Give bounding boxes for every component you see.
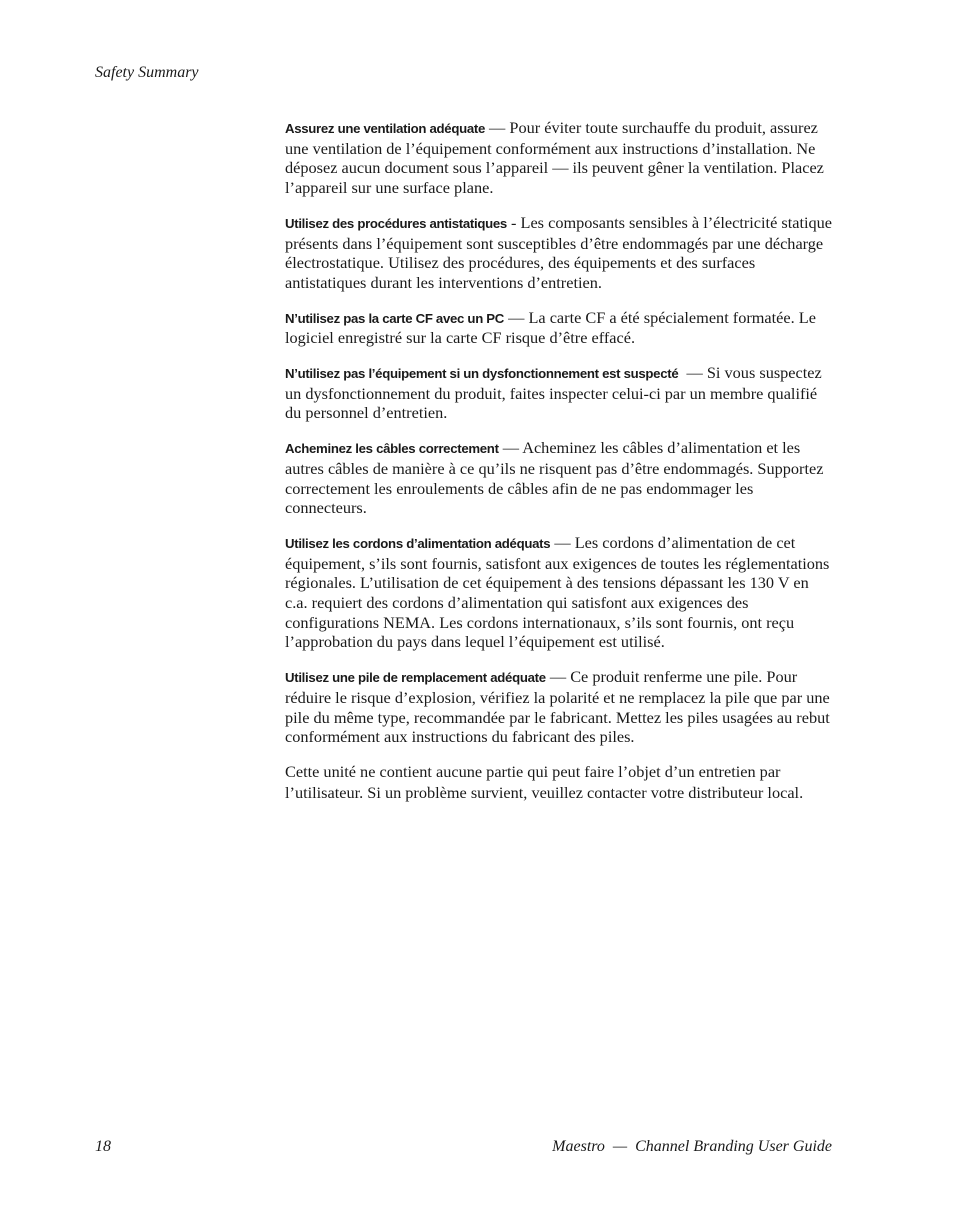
paragraph-lead-heading: Utilisez des procédures antistatiques [285, 215, 507, 231]
paragraph-body: Les composants sensibles à l’électricité statique présents dans l’équipement sont susceptibles d’être endommagés par une décharge électrostatique. Utilisez des procédures, des équipements et des surfaces antistatiques durant les interventions d’entretien. [285, 212, 833, 292]
paragraph-lead-heading: Acheminez les câbles correctement [285, 441, 499, 457]
cable-routing-paragraph [285, 438, 833, 518]
paragraph-lead-heading: Utilisez une pile de remplacement adéquate [285, 670, 546, 686]
antistatic-paragraph [285, 213, 833, 293]
paragraph-lead-heading: Utilisez les cordons d’alimentation adéquats [285, 535, 551, 551]
no-serviceable-parts-paragraph [285, 762, 833, 802]
paragraph-body: Cette unité ne contient aucune partie qui peut faire l’objet d’un entretien par l’utilisateur. Si un problème survient, veuillez contacter votre distributeur local. [285, 761, 804, 802]
malfunction-paragraph [285, 363, 833, 423]
ventilation-paragraph [285, 118, 833, 198]
paragraph-body: Acheminez les câbles d’alimentation et les autres câbles de manière à ce qu’ils ne risquent pas d’être endommagés. Supportez correctement les enroulements de câbles afin de ne pas endommager les connecteurs. [285, 438, 824, 518]
paragraph-body: La carte CF a été spécialement formatée. Le logiciel enregistré sur la carte CF risque d’être effacé. [285, 307, 816, 348]
lead-separator: - [506, 212, 521, 232]
cf-card-paragraph [285, 308, 833, 348]
paragraph-body: Pour éviter toute surchauffe du produit, assurez une ventilation de l’équipement conformément aux instructions d’installation. Ne déposez aucun document sous l’appareil — ils peuvent gêner la ventilation. Placez l’appareil sur une surface plane. [285, 118, 824, 198]
lead-separator: — [545, 667, 571, 687]
lead-separator: — [550, 532, 575, 552]
footer-page-number: 18 [95, 1138, 111, 1155]
lead-separator: — [678, 363, 707, 383]
paragraph-lead-heading: N’utilisez pas la carte CF avec un PC [285, 310, 505, 326]
battery-paragraph [285, 667, 833, 747]
footer-document-title: Maestro — Channel Branding User Guide [552, 1138, 832, 1155]
paragraph-body: Les cordons d’alimentation de cet équipement, s’ils sont fournis, satisfont aux exigences de toutes les réglementations régionales. L’utilisation de cet équipement à des tensions dépassant les 130 V en c.a. requiert des cordons d’alimentation qui satisfont aux exigences des configurations NEMA. Les cordons internationaux, s’ils sont fournis, ont reçu l’approbation du pays dans lequel l’équipement est utilisé. [285, 532, 830, 652]
paragraph-body: Ce produit renferme une pile. Pour réduire le risque d’explosion, vérifiez la polarité et ne remplacez la pile que par une pile du même type, recommandée par le fabricant. Mettez les piles usagées au rebut conformément aux instructions du fabricant des piles. [285, 667, 830, 747]
paragraph-lead-heading: N’utilisez pas l’équipement si un dysfonctionnement est suspecté [285, 366, 679, 382]
lead-separator: — [504, 307, 529, 327]
paragraph-body: Si vous suspectez un dysfonctionnement du produit, faites inspecter celui-ci par un membre qualifié du personnel d’entretien. [285, 363, 822, 423]
lead-separator: — [498, 438, 523, 458]
running-header-section-title: Safety Summary [95, 64, 199, 81]
safety-content [285, 118, 833, 817]
paragraph-lead-heading: Assurez une ventilation adéquate [285, 121, 485, 136]
lead-separator: — [484, 118, 510, 137]
power-cords-paragraph [285, 533, 833, 652]
